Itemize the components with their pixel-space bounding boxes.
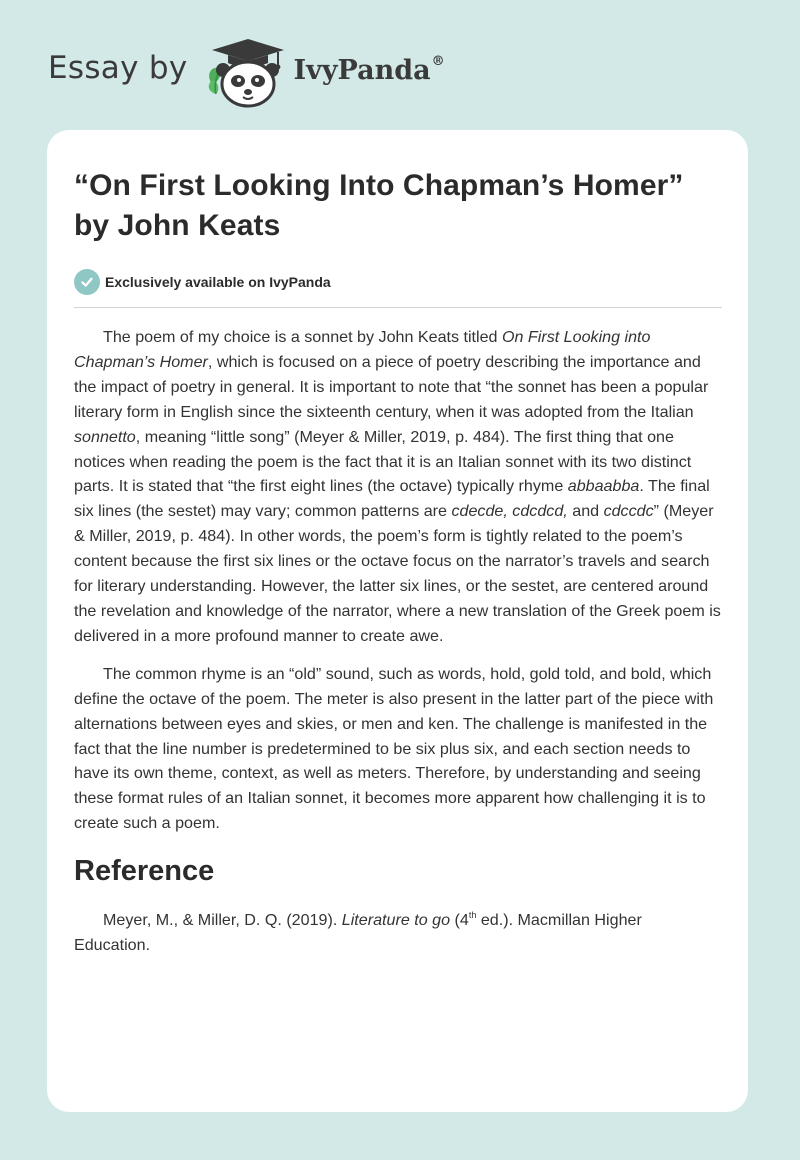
paragraph-1-italic-term: cdccdc bbox=[603, 502, 654, 521]
paragraph-1-italic-term: cdecde, cdcdcd, bbox=[451, 502, 568, 521]
panda-graduation-cap-logo-icon bbox=[202, 36, 288, 108]
paragraph-1-italic-term: abbaabba bbox=[567, 477, 640, 496]
registered-mark: ® bbox=[431, 54, 445, 69]
paragraph-1-text: The poem of my choice is a sonnet by John Keats titled bbox=[103, 328, 502, 346]
reference-entry bbox=[74, 908, 722, 958]
exclusive-badge-label: Exclusively available on IvyPanda bbox=[105, 274, 331, 290]
paragraph-1-poem-title: On First Looking into Chapman’s Homer bbox=[74, 328, 651, 371]
paragraph-1-text: , meaning “little song” (Meyer & Miller, 2019, p. 484). The first thing that one notices when reading the poem is the fact that it is an Italian sonnet with its two distinct parts. It is stated that “the first eight lines (the octave) typically rhyme bbox=[74, 427, 692, 496]
paragraph-1-text: and bbox=[567, 502, 604, 521]
reference-authors: Meyer, M., & Miller, D. Q. (2019). bbox=[103, 911, 342, 930]
essay-card bbox=[47, 130, 748, 1112]
brand-name-text: IvyPanda bbox=[293, 55, 431, 86]
reference-heading: Reference bbox=[74, 855, 215, 888]
reference-edition-suffix: th bbox=[468, 910, 477, 921]
paragraph-1 bbox=[74, 325, 722, 649]
essay-by-label: Essay by bbox=[48, 50, 188, 86]
site-header-logo[interactable] bbox=[48, 36, 508, 108]
paragraph-2: The common rhyme is an “old” sound, such as words, hold, gold told, and bold, which define the octave of the poem. The meter is also present in the latter part of the piece with alternations between eyes and skies, or men and ken. The challenge is manifested in the fact that the line number is predetermined to be six plus six, and each section needs to have its own theme, context, as well as meters. Therefore, by understanding and seeing these format rules of an Italian sonnet, it becomes more apparent how challenging it is to create such a poem. bbox=[74, 664, 714, 833]
exclusive-badge bbox=[74, 268, 722, 296]
reference-edition: (4 bbox=[450, 911, 469, 930]
paragraph-1-text: ” (Meyer & Miller, 2019, p. 484). In other words, the poem’s form is tightly related to the poem’s content because the first six lines or the octave focus on the narrator’s travels and search for literary understanding. However, the latter six lines, or the sestet, are centered around the revelation and knowledge of the narrator, where a new translation of the Greek poem is delivered in a more profound manner to create awe. bbox=[74, 502, 721, 645]
divider bbox=[74, 307, 722, 308]
paragraph-1-text: , which is focused on a piece of poetry describing the importance and the impact of poetry in general. It is important to note that “the sonnet has been a popular literary form in English since the sixteenth century, when it was adopted from the Italian bbox=[74, 352, 709, 421]
paragraph-1-text: . The final six lines (the sestet) may vary; common patterns are bbox=[74, 477, 710, 521]
check-circle-icon bbox=[74, 269, 100, 295]
essay-title: “On First Looking Into Chapman’s Homer” by John Keats bbox=[74, 169, 684, 242]
paragraph-1-italic-term: sonnetto bbox=[74, 427, 136, 446]
reference-book-title: Literature to go bbox=[341, 911, 451, 930]
brand-name bbox=[294, 54, 445, 86]
reference-publisher: ed.). Macmillan Higher Education. bbox=[74, 911, 642, 955]
